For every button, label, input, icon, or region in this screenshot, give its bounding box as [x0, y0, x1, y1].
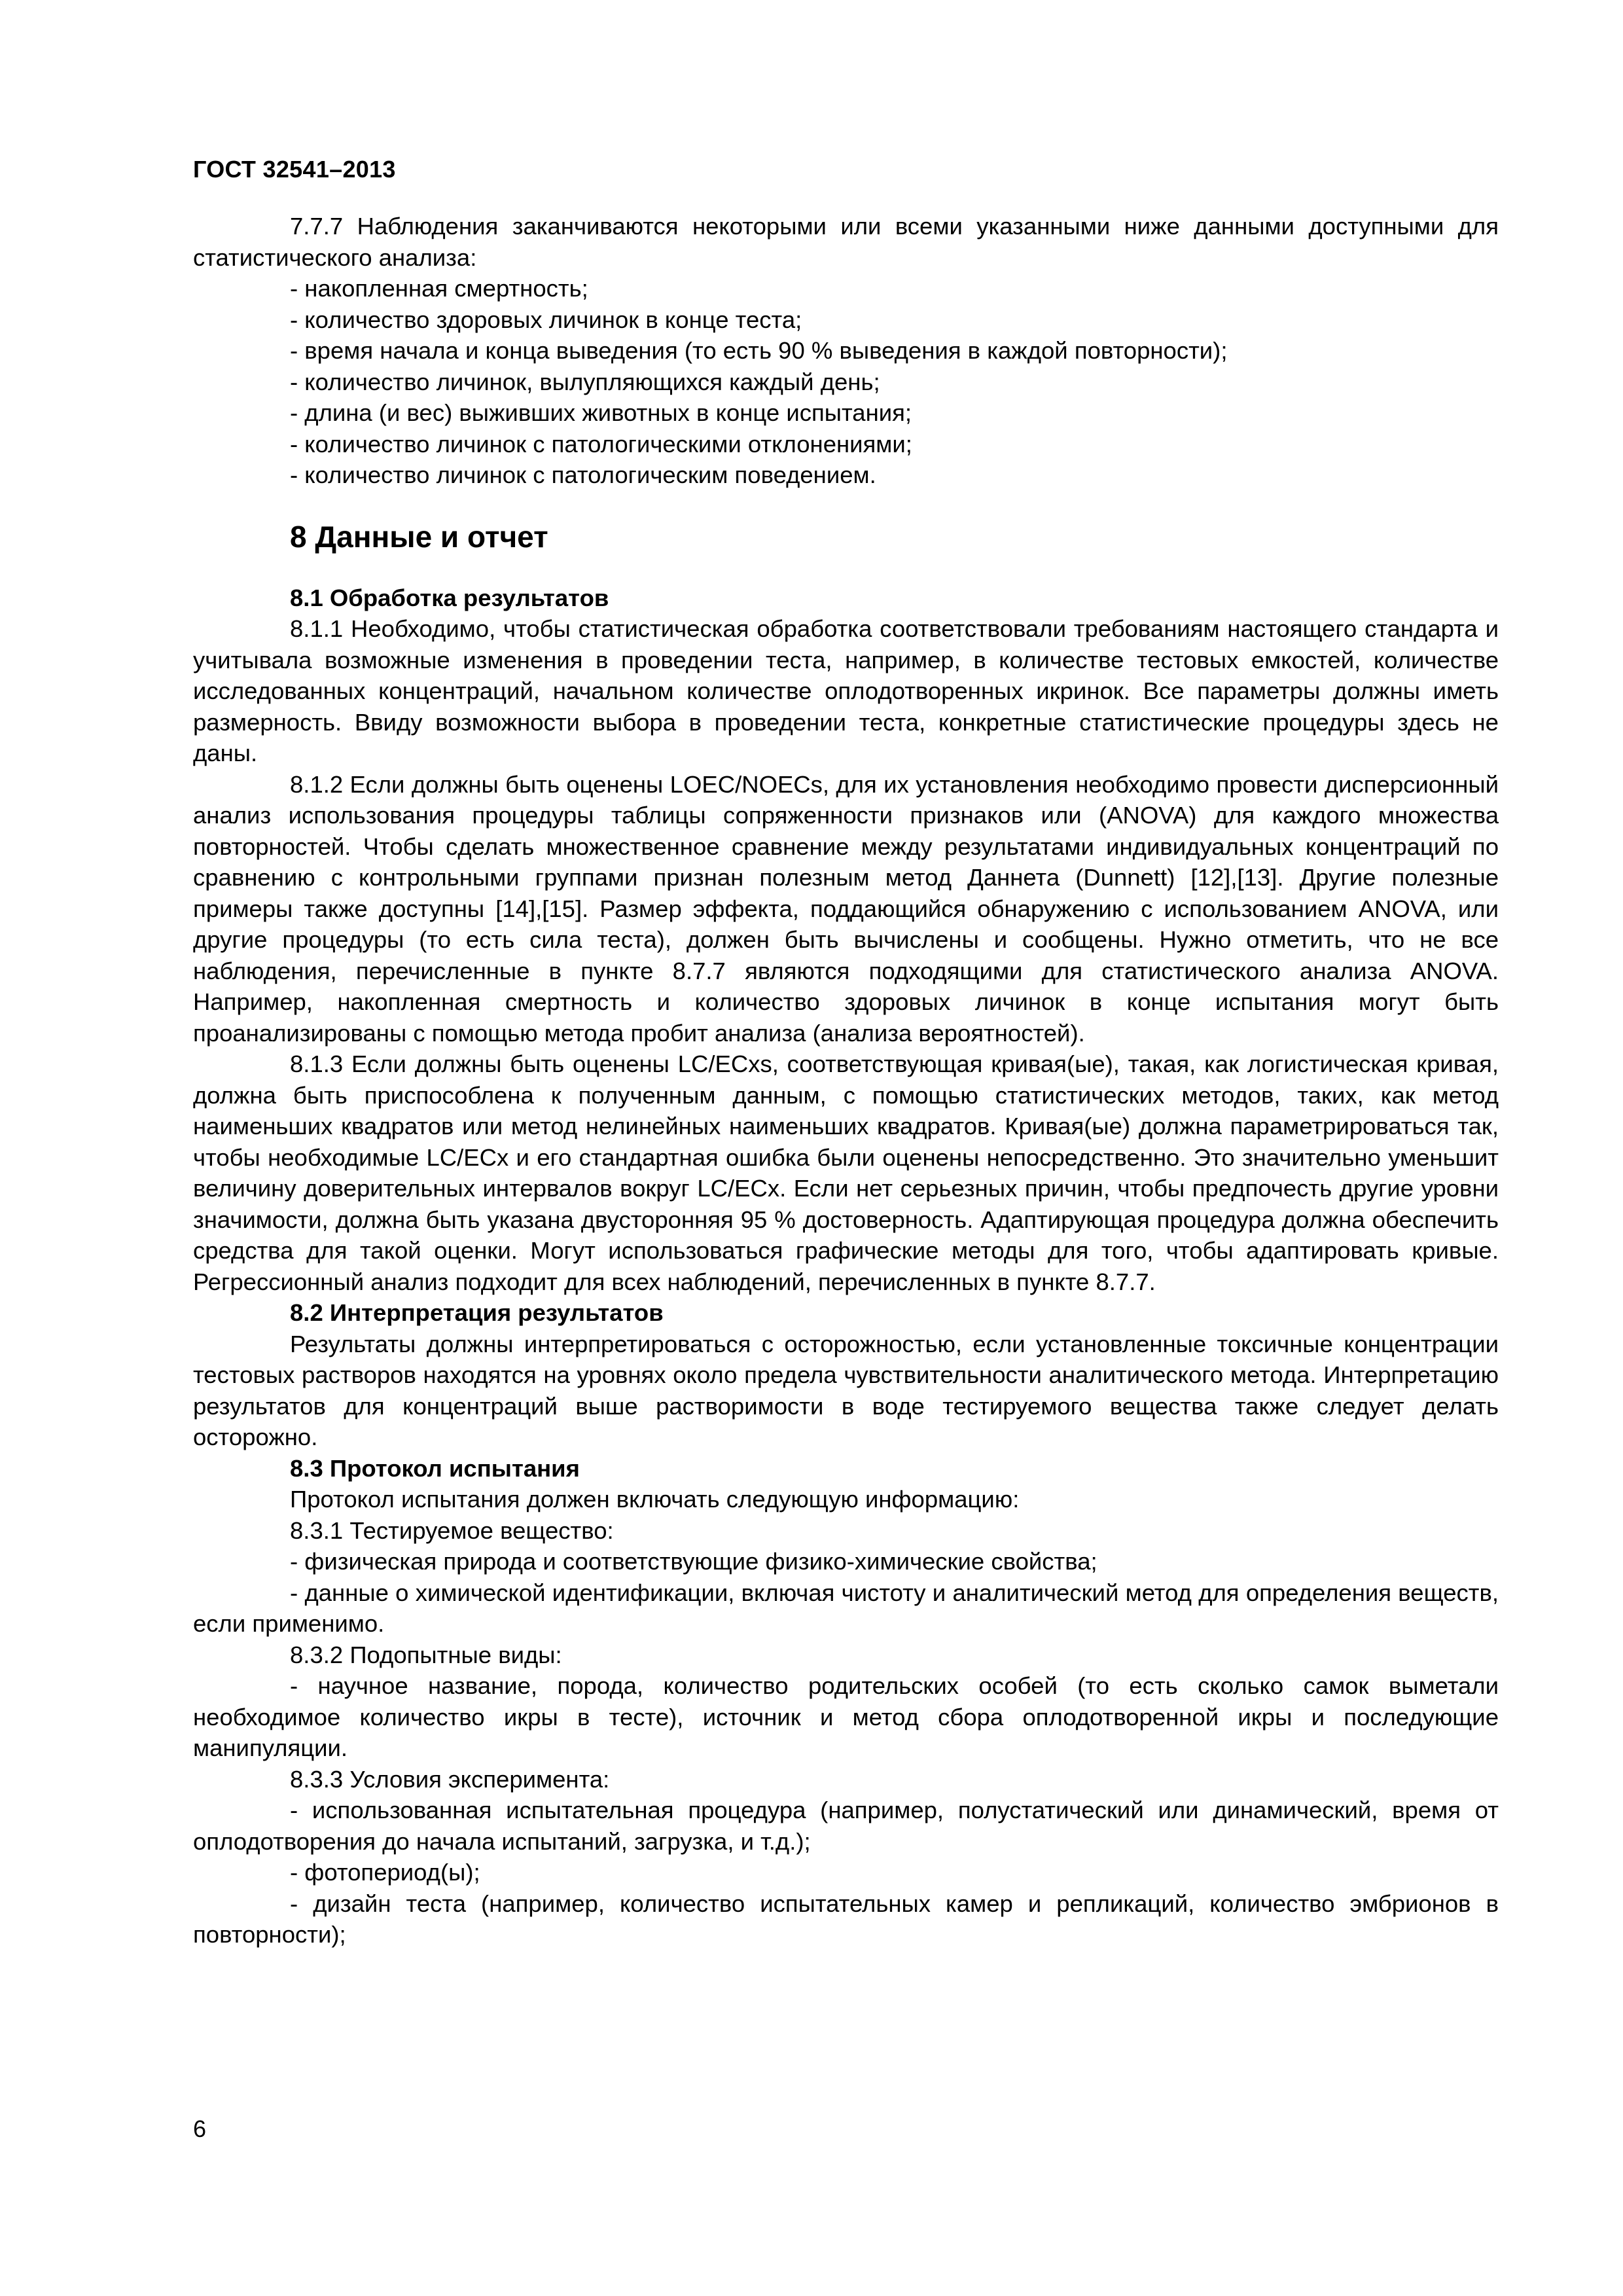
paragraph-8-1-2: 8.1.2 Если должны быть оценены LOEC/NOECs, для их установления необходимо провести дисперсионный анализ использования процедуры таблицы сопряженности признаков или (ANOVA) для каждого множества повторностей. Чтобы сделать множественное сравнение между результатами индивидуальных концентраций по сравнению с контрольными группами признан полезным метод Даннета (Dunnett) [12],[13]. Другие полезные примеры также доступны [14],[15]. Размер эффекта, поддающийся обнаружению с использованием ANOVA, или другие процедуры (то есть сила теста), должен быть вычислены и сообщены. Нужно отметить, что не все наблюдения, перечисленные в пункте 8.7.7 являются подходящими для статистического анализа ANOVA. Например, накопленная смертность и количество здоровых личинок в конце испытания могут быть проанализированы с помощью метода пробит анализа (анализа вероятностей).	[193, 770, 1499, 1047]
page-number: 6	[193, 2115, 207, 2142]
list-item: - использованная испытательная процедура (например, полустатический или динамический, время от оплодотворения до начала испытаний, загрузка, и т.д.);	[193, 1797, 1499, 1855]
paragraph-8-1-1: 8.1.1 Необходимо, чтобы статистическая обработка соответствовали требованиям настоящего стандарта и учитывала возможные изменения в проведении теста, например, в количестве тестовых емкостей, количестве исследованных концентраций, начальном количестве оплодотворенных икринок. Все параметры должны иметь размерность. Ввиду возможности выбора в проведении теста, конкретные статистические процедуры здесь не даны.	[193, 615, 1499, 766]
section-8-3-title: 8.3 Протокол испытания	[290, 1454, 580, 1482]
paragraph-8-3-2: 8.3.2 Подопытные виды:	[290, 1641, 562, 1668]
list-item: - накопленная смертность;	[290, 275, 588, 302]
paragraph-8-3-1: 8.3.1 Тестируемое вещество:	[290, 1516, 614, 1544]
list-item: - количество здоровых личинок в конце теста;	[290, 306, 802, 333]
document-body	[193, 211, 1499, 1950]
list-item: - фотопериод(ы);	[290, 1859, 480, 1886]
list-item: - физическая природа и соответствующие физико-химические свойства;	[290, 1548, 1097, 1575]
paragraph-8-1-3: 8.1.3 Если должны быть оценены LC/ECxs, соответствующая кривая(ые), такая, как логистическая кривая, должна быть приспособлена к полученным данным, с помощью статистических методов, таких, как метод наименьших квадратов или метод нелинейных наименьших квадратов. Кривая(ые) должна параметрироваться так, чтобы необходимые LC/ECx и его стандартная ошибка были оценены непосредственно. Это значительно уменьшит величину доверительных интервалов вокруг LC/ECx. Если нет серьезных причин, чтобы предпочесть другие уровни значимости, должна быть указана двусторонняя 95 % достоверность. Адаптирующая процедура должна обеспечить средства для такой оценки. Могут использоваться графические методы для того, чтобы адаптировать кривые. Регрессионный анализ подходит для всех наблюдений, перечисленных в пункте 8.7.7.	[193, 1050, 1499, 1295]
section-7-7-7-intro: 7.7.7 Наблюдения заканчиваются некоторыми или всеми указанными ниже данными доступными для статистического анализа:	[193, 213, 1499, 271]
list-item: - количество личинок с патологическим поведением.	[290, 461, 876, 488]
list-item: - количество личинок, вылупляющихся каждый день;	[290, 368, 880, 395]
paragraph-8-3-3: 8.3.3 Условия эксперимента:	[290, 1765, 610, 1793]
paragraph-8-3-intro: Протокол испытания должен включать следующую информацию:	[290, 1486, 1020, 1513]
list-item: - длина (и вес) выживших животных в конце испытания;	[290, 399, 912, 426]
section-8-1-title: 8.1 Обработка результатов	[290, 584, 609, 611]
paragraph-8-2: Результаты должны интерпретироваться с осторожностью, если установленные токсичные концентрации тестовых растворов находятся на уровнях около предела чувствительности аналитического метода. Интерпретацию результатов для концентраций выше растворимости в воде тестируемого вещества также следует делать осторожно.	[193, 1330, 1499, 1450]
document-code: ГОСТ 32541–2013	[193, 156, 396, 183]
list-item: - научное название, порода, количество родительских особей (то есть сколько самок выметали необходимое количество икры в тесте), источник и метод сбора оплодотворенной икры и последующие манипуляции.	[193, 1672, 1499, 1761]
section-8-2-title: 8.2 Интерпретация результатов	[290, 1299, 664, 1326]
list-item: - время начала и конца выведения (то есть 90 % выведения в каждой повторности);	[290, 337, 1228, 364]
list-item: - количество личинок с патологическими отклонениями;	[290, 430, 912, 457]
list-item: - дизайн теста (например, количество испытательных камер и репликаций, количество эмбрионов в повторности);	[193, 1890, 1499, 1948]
section-8-title: 8 Данные и отчет	[290, 519, 548, 554]
list-item: - данные о химической идентификации, включая чистоту и аналитический метод для определения веществ, если применимо.	[193, 1579, 1499, 1637]
